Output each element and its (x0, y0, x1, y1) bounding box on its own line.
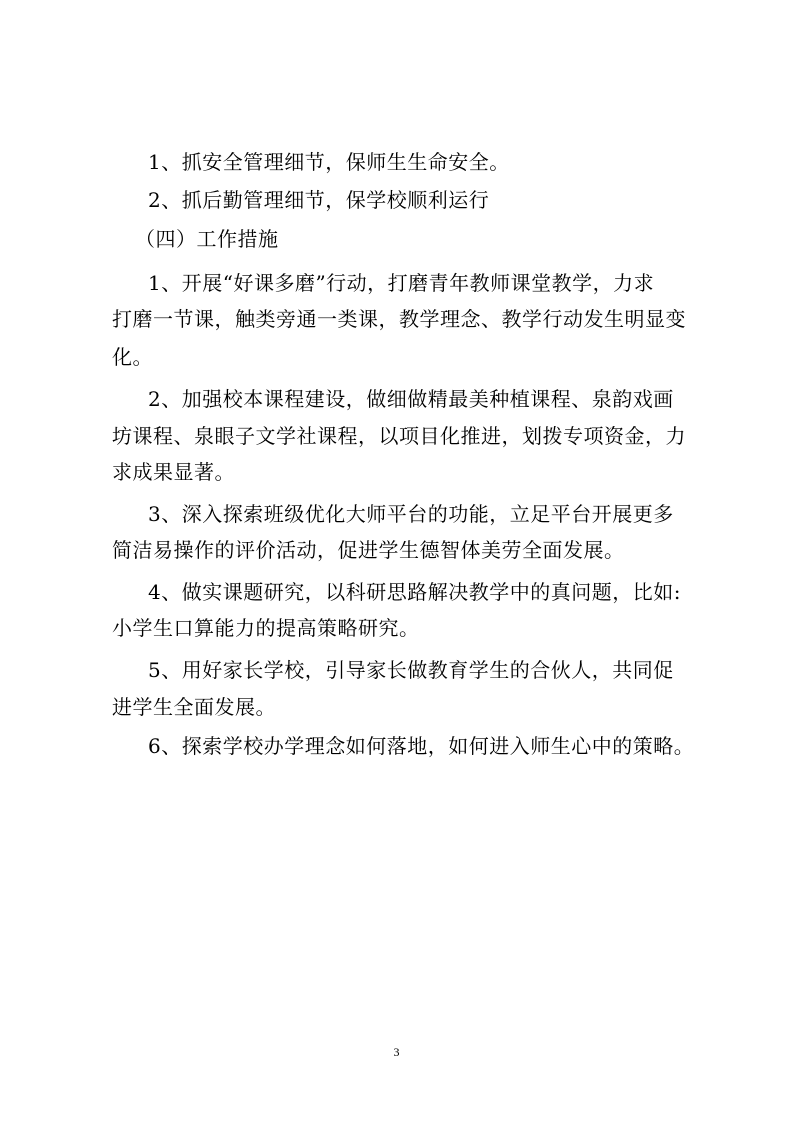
text-line: 5、用好家长学校，引导家长做教育学生的合伙人，共同促 (148, 658, 674, 682)
text-line: 坊课程、泉眼子文学社课程，以项目化推进，划拨专项资金，力 (112, 424, 686, 448)
text-line: 3、深入探索班级优化大师平台的功能，立足平台开展更多 (148, 502, 674, 526)
section-heading: （四）工作措施 (135, 227, 279, 251)
text-line: 1、抓安全管理细节，保师生生命安全。 (148, 150, 510, 174)
text-line: 1、开展“好课多磨”行动，打磨青年教师课堂教学，力求 (148, 271, 655, 295)
text-line: 2、抓后勤管理细节，保学校顺利运行 (148, 188, 490, 212)
text-line: 简洁易操作的评价活动，促进学生德智体美劳全面发展。 (112, 538, 625, 562)
text-line: 求成果显著。 (112, 460, 235, 484)
text-line: 打磨一节课，触类旁通一类课，教学理念、教学行动发生明显变 (112, 307, 686, 331)
text-line: 小学生口算能力的提高策略研究。 (112, 616, 420, 640)
text-line: 进学生全面发展。 (112, 695, 276, 719)
text-line: 化。 (112, 345, 153, 369)
text-line: 6、探索学校办学理念如何落地，如何进入师生心中的策略。 (148, 734, 695, 758)
page-number: 3 (393, 1045, 400, 1059)
text-line: 2、加强校本课程建设，做细做精最美种植课程、泉韵戏画 (148, 387, 674, 411)
text-line: 4、做实课题研究，以科研思路解决教学中的真问题，比如: (148, 580, 681, 604)
